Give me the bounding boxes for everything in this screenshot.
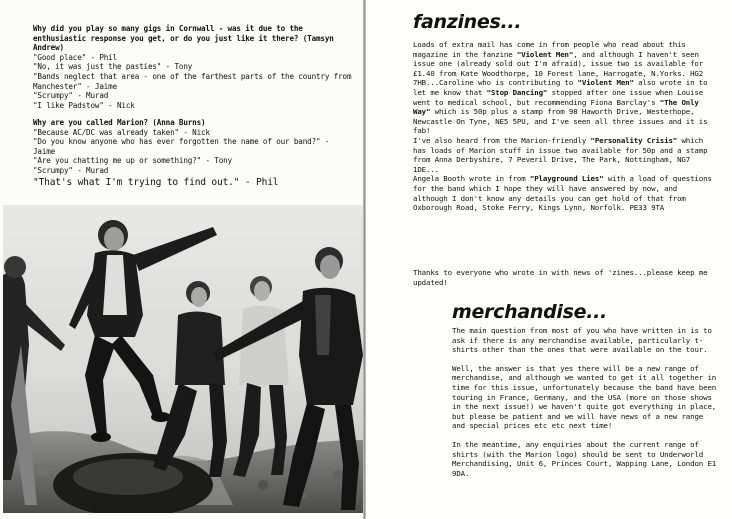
fanzine-title: "Violent Men"	[516, 49, 574, 59]
answer-line: "Because AC/DC was already taken" - Nick	[33, 127, 210, 137]
answer-line: "Bands neglect that area - one of the farthest parts of the country from Manchester" - Jaime	[33, 71, 352, 91]
answer-line: "I like Padstow" - Nick	[33, 100, 135, 110]
page-gutter	[363, 0, 366, 519]
text-run: which has loads of Marion stuff in issue two available for 50p and a stamp from Anna Derbyshire, 7 Peveril Drive, The Park, Nottingham, NG7 1DE...	[413, 135, 708, 174]
question-cornwall: Why did you play so many gigs in Cornwall - was it due to the enthusiastic response you get, or do you just like it there? (Tamsyn Andrew)	[33, 24, 334, 53]
merchandise-heading: merchandise...	[452, 301, 607, 323]
fanzine-title: "Violent Men"	[577, 78, 634, 88]
fanzine-title: "Stop Dancing"	[486, 87, 548, 97]
text-run: Loads of extra mail has come in from people who read about this magazine in the fanzine	[413, 40, 686, 59]
answer-line-large: "That's what I'm trying to find out." - Phil	[33, 176, 279, 188]
qa-cornwall	[33, 24, 355, 110]
answer-line: "Are you chatting me up or something?" - Tony	[33, 156, 232, 166]
answer-line: "Good place" - Phil	[33, 52, 118, 62]
text-run: I've also heard from the Marion-friendly	[413, 135, 591, 145]
text-run: Angela Booth wrote in from	[413, 174, 530, 184]
text-run: which is 50p plus a stamp from 98 Haworth Drive, Westerhope, Newcastle On Tyne, NE5 5PU, and I've seen all three issues and it is fab!	[413, 107, 708, 136]
merchandise-paragraph: In the meantime, any enquiries about the current range of shirts (with the Marion logo) should be sent to Underworld Merchandising, Unit 6, Princes Court, Wapping Lane, London E1 9DA.	[452, 439, 717, 478]
fanzine-title: "The Only Way"	[413, 97, 699, 117]
band-photo	[3, 205, 363, 513]
answer-line: "Do you know anyone who has ever forgotten the name of our band?" - Jaime	[33, 137, 330, 156]
qa-band-name	[33, 118, 355, 189]
fanzines-thanks: Thanks to everyone who wrote in with news of 'zines...please keep me updated!	[413, 268, 708, 287]
merchandise-body	[452, 326, 720, 487]
text-run: also wrote in to let me know that	[413, 78, 708, 97]
answer-line: "Scrumpy" - Murad	[33, 165, 109, 175]
fanzines-body	[413, 40, 713, 221]
merchandise-paragraph: Well, the answer is that yes there will be a new range of merchandise, and although we wanted to get it all together in time for this issue, unfortunately because the band have been touring in France, Germany, and the USA (more on those shows in the next issue!) we haven't quite got everything in place, but please be patient and we will have news of a new range and special prices etc etc next time!	[452, 363, 717, 431]
merchandise-paragraph: The main question from most of you who have written in is to ask if there is any merchandise available, particularly t-shirts other than the ones that were available on the tour.	[452, 326, 712, 355]
answer-line: "Scrumpy" - Murad	[33, 91, 109, 101]
fanzines-paragraph	[413, 40, 713, 213]
fanzine-title: "Playground Lies"	[529, 174, 604, 184]
text-run: stopped after one issue when Louise went to medical school, but recommending Fiona Barclay's	[413, 87, 704, 107]
fanzines-heading: fanzines...	[413, 11, 522, 33]
text-run: with a load of questions for the band which I hope they will have answered by now, and although I don't know any details you can get hold of that from Oxborough Road, Stoke Ferry, Kings Lynn, Norfolk. PE33 9TA	[413, 174, 712, 213]
fanzine-title: "Personality Crisis"	[590, 135, 678, 145]
answer-line: "No, it was just the pasties" - Tony	[33, 62, 193, 72]
text-run: , and although I haven't seen issue one (already sold out I'm afraid), issue two is available for £1.40 from Kate Woodthorpe, 10 Forest lane, Harrogate, N.Yorks. HG2 7HB...Caroline who is contributing to	[413, 49, 704, 88]
question-band-name: Why are you called Marion? (Anna Burns)	[33, 118, 206, 127]
